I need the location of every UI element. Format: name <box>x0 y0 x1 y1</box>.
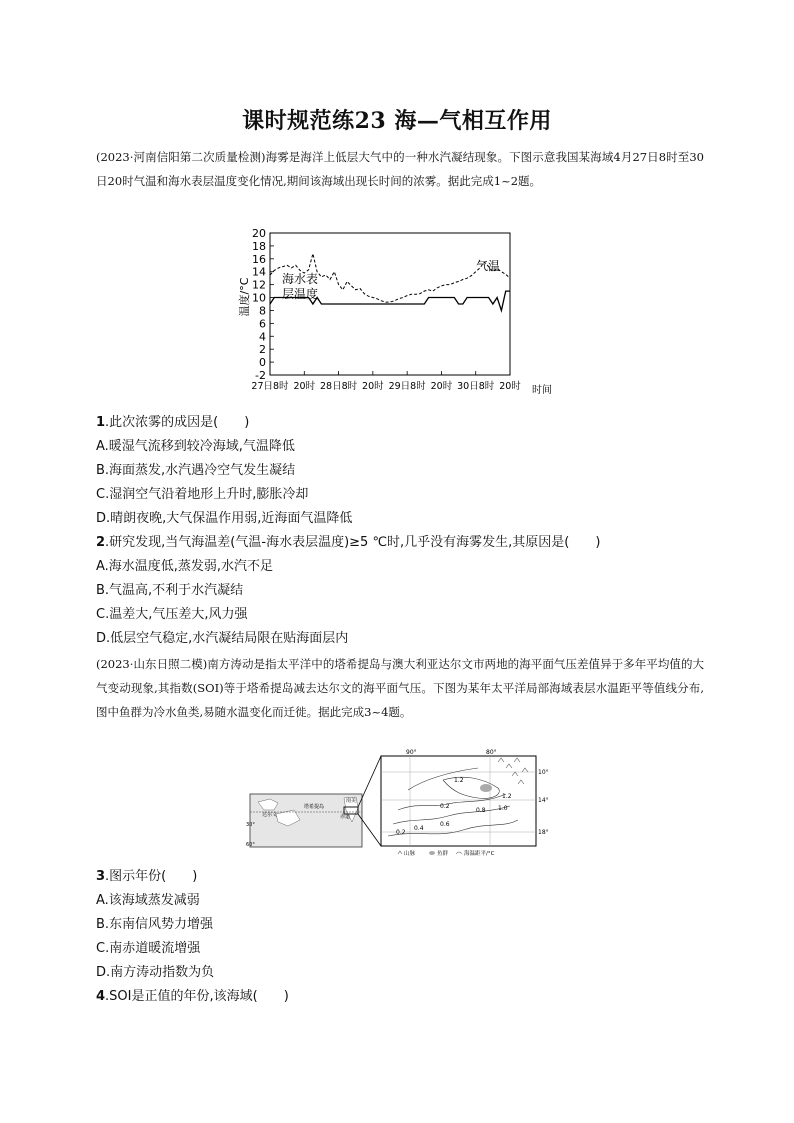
inset-lat-60: 60° <box>246 842 255 848</box>
question-3: 3.图示年份( ) <box>96 869 198 884</box>
contour-label-2: 1.2 <box>502 793 512 800</box>
sst-anomaly-map <box>248 750 548 860</box>
y-axis-label: 温度/°C <box>238 277 251 317</box>
y-tick-label: 16 <box>252 252 266 266</box>
contour-label-1: 1.2 <box>454 777 464 784</box>
q2-option-c[interactable]: C.温差大,气压差大,风力强 <box>96 607 248 622</box>
inset-label-tahiti: 塔希提岛 <box>304 804 325 810</box>
contour-label-5: 0.6 <box>440 821 450 828</box>
question-4: 4.SOI是正值的年份,该海域( ) <box>96 989 289 1004</box>
map-legend <box>398 849 495 857</box>
y-tick-label: 8 <box>259 304 266 318</box>
x-tick-label: 29日8时 <box>388 381 426 392</box>
y-tick-label: 20 <box>252 227 266 240</box>
q2-option-a[interactable]: A.海水温度低,蒸发弱,水汽不足 <box>96 559 274 574</box>
y-tick-label: 18 <box>252 239 266 253</box>
y-tick-label: -2 <box>255 369 266 382</box>
inset-lat-30: 30° <box>246 822 255 828</box>
inset-label-darwin: 达尔文 <box>262 812 278 818</box>
intro-paragraph-1: (2023·河南信阳第二次质量检测)海雾是海洋上低层大气中的一种水汽凝结现象。下图示意我国某海域4月27日8时至30日20时气温和海水表层温度变化情况,期间该海域出现长时间的浓雾。据此完成1~2题。 <box>96 150 704 188</box>
y-tick-label: 4 <box>259 330 266 344</box>
q1-option-d[interactable]: D.晴朗夜晚,大气保温作用弱,近海面气温降低 <box>96 511 353 526</box>
detail-map <box>381 749 549 846</box>
lat-label-14: 14° <box>538 797 549 804</box>
q2-option-b[interactable]: B.气温高,不利于水汽凝结 <box>96 583 244 598</box>
lat-label-18: 18° <box>538 829 549 836</box>
y-tick-label: 2 <box>259 343 266 357</box>
lon-label-80: 80° <box>486 749 497 756</box>
intro-paragraph-2: (2023·山东日照二模)南方涛动是指太平洋中的塔希提岛与澳大利亚达尔文市两地的海平面气压差值异于多年平均值的大气变动现象,其指数(SOI)等于塔希提岛减去达尔文的海平面气压。下图为某年太平洋局部海域表层水温距平等值线分布,图中鱼群为冷水鱼类,易随水温变化而迁徙。据此完成3~4题。 <box>96 657 704 719</box>
q1-option-a[interactable]: A.暖湿气流移到较冷海域,气温降低 <box>96 439 295 454</box>
legend-fish: 鱼群 <box>437 851 449 857</box>
y-tick-label: 10 <box>252 291 266 305</box>
inset-label-south-america: 南美 <box>346 798 357 804</box>
contour-label-4: 0.8 <box>476 807 486 814</box>
q3-option-b[interactable]: B.东南信风势力增强 <box>96 917 214 932</box>
series-label-sst-2: 层温度 <box>282 287 319 301</box>
contour-label-3: 1.0 <box>498 805 508 812</box>
x-tick-label: 30日8时 <box>457 381 495 392</box>
legend-mountain: 山脉 <box>404 851 416 857</box>
q3-option-a[interactable]: A.该海域蒸发减弱 <box>96 893 200 908</box>
q2-option-d[interactable]: D.低层空气稳定,水汽凝结局限在贴海面层内 <box>96 631 349 646</box>
x-tick-label: 20时 <box>430 381 453 392</box>
inset-world-map <box>246 794 362 848</box>
q3-option-d[interactable]: D.南方涛动指数为负 <box>96 965 215 980</box>
legend-sst-anomaly: 海温距平/°C <box>464 851 495 857</box>
temperature-chart <box>230 225 560 400</box>
series-label-sst-1: 海水表 <box>282 272 319 286</box>
contour-label-8: 0.2 <box>396 829 406 836</box>
series-label-air: 气温 <box>476 259 501 273</box>
lon-label-90: 90° <box>406 749 417 756</box>
question-2: 2.研究发现,当气海温差(气温-海水表层温度)≥5 ℃时,几乎没有海雾发生,其原因是( ) <box>96 535 601 550</box>
lat-label-10: 10° <box>538 769 549 776</box>
question-1: 1.此次浓雾的成因是( ) <box>96 415 250 430</box>
y-tick-label: 12 <box>252 278 266 292</box>
x-tick-label: 20时 <box>362 381 384 392</box>
q3-option-c[interactable]: C.南赤道暖流增强 <box>96 941 201 956</box>
y-tick-label: 0 <box>259 356 266 370</box>
contour-label-7: 0.2 <box>440 803 450 810</box>
inset-label-equator: 赤道 <box>340 814 351 820</box>
q1-option-c[interactable]: C.湿润空气沿着地形上升时,膨胀冷却 <box>96 487 309 502</box>
y-tick-label: 6 <box>259 317 266 331</box>
y-tick-label: 14 <box>252 265 266 279</box>
x-tick-label: 20时 <box>293 381 316 392</box>
chart-axes <box>251 227 521 392</box>
page-title: 课时规范练23 海—气相互作用 <box>242 108 552 134</box>
x-axis-label: 时间 <box>532 385 552 396</box>
x-tick-label: 27日8时 <box>251 381 289 392</box>
x-tick-label: 20时 <box>499 381 521 392</box>
x-tick-label: 28日8时 <box>320 381 358 392</box>
q1-option-b[interactable]: B.海面蒸发,水汽遇冷空气发生凝结 <box>96 463 296 478</box>
contour-label-6: 0.4 <box>414 825 424 832</box>
